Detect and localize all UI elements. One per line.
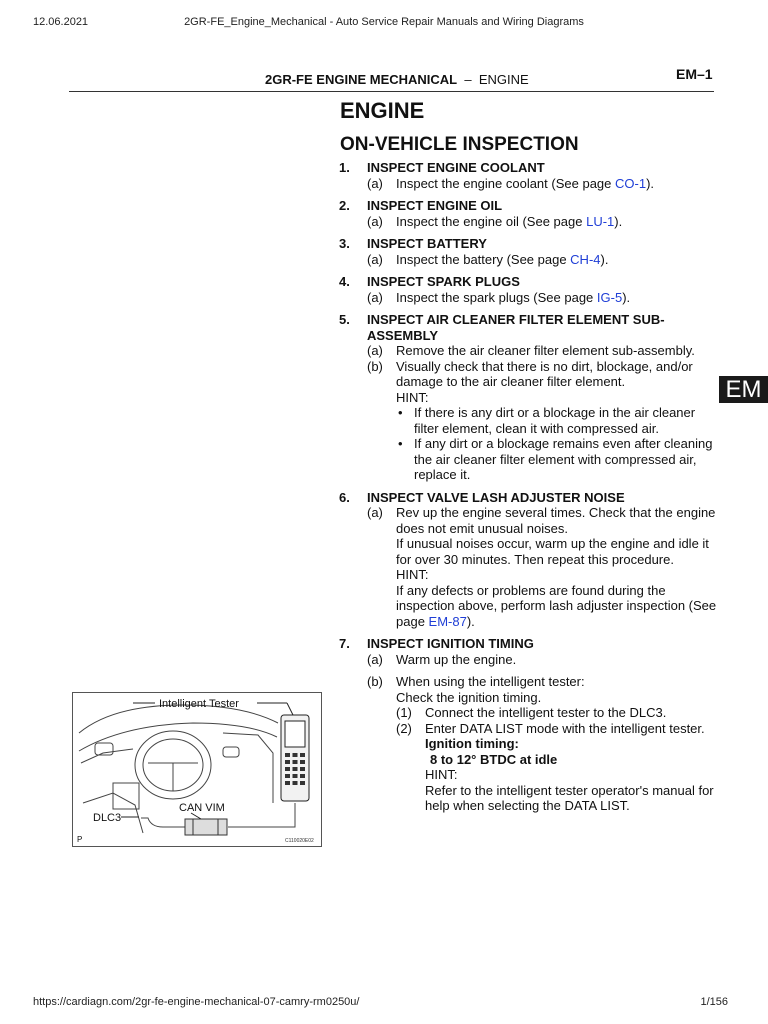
label-intelligent-tester: Intelligent Tester: [159, 698, 239, 710]
step-title: INSPECT VALVE LASH ADJUSTER NOISE: [367, 489, 625, 505]
step-4: [339, 274, 719, 305]
label-dlc3: DLC3: [93, 812, 122, 824]
substep-number: (2): [396, 720, 412, 736]
label-p: P: [77, 835, 83, 844]
spec-label: Ignition timing:: [425, 736, 519, 751]
page-link-lu1[interactable]: LU-1: [586, 213, 615, 229]
sub-text-end: ).: [614, 213, 623, 229]
sub-text-end: ).: [646, 175, 655, 191]
sub-letter: (a): [367, 289, 383, 305]
sub-text: Visually check that there is no dirt, blockage, and/or damage to the air cleaner filter element.: [396, 358, 693, 389]
sub-text: When using the intelligent tester:: [396, 674, 585, 689]
page-code: EM–1: [676, 66, 713, 82]
step-5: [339, 312, 719, 483]
page-link-co1[interactable]: CO-1: [615, 175, 647, 191]
hint-bullet: If there is any dirt or a blockage in the air cleaner filter element, clean it with compressed air.: [414, 405, 696, 436]
hint-text: If any defects or problems are found during the inspection above, perform lash adjuster inspection (See page: [396, 582, 717, 629]
tester-leader: [287, 703, 293, 715]
step-title: INSPECT AIR CLEANER FILTER ELEMENT SUB-ASSEMBLY: [367, 312, 665, 343]
bullet-mark: •: [398, 405, 403, 420]
hint-label: HINT:: [425, 767, 458, 782]
print-page-number: 1/156: [700, 996, 728, 1008]
step-1: [339, 160, 719, 191]
step-number: 3.: [339, 236, 350, 251]
dash-right-line: [223, 733, 273, 803]
step-number: 4.: [339, 274, 350, 289]
section-separator: –: [464, 72, 472, 87]
hint-label: HINT:: [396, 389, 429, 405]
steering-spokes: [148, 763, 198, 791]
sub-text: Inspect the engine coolant (See page: [396, 175, 615, 191]
sub-letter: (a): [367, 343, 383, 358]
sub-letter: (b): [367, 674, 383, 689]
sub-text: Inspect the engine oil (See page: [396, 213, 587, 229]
hint-text-end: ).: [466, 613, 475, 629]
step-title: INSPECT SPARK PLUGS: [367, 274, 520, 289]
step-6: [339, 490, 719, 630]
print-date: 12.06.2021: [33, 16, 89, 28]
header-rule: [69, 91, 714, 92]
spec-value: 8 to 12° BTDC at idle: [430, 751, 558, 767]
print-url: https://cardiagn.com/2gr-fe-engine-mechanical-07-camry-rm0250u/: [33, 996, 360, 1008]
sub-letter: (a): [367, 213, 383, 229]
step-2: [339, 198, 719, 229]
page-link-ig5[interactable]: IG-5: [596, 289, 623, 305]
sub-letter: (b): [367, 358, 383, 374]
sub-letter: (a): [367, 175, 383, 191]
substep-number: (1): [396, 705, 412, 720]
substep-text: Connect the intelligent tester to the DLC3.: [425, 705, 667, 720]
section-tab: EM: [719, 376, 768, 403]
bullet-mark: •: [398, 436, 403, 451]
step-number: 2.: [339, 198, 350, 213]
steps-list: [339, 160, 719, 821]
step-3: [339, 236, 719, 267]
air-vent: [223, 747, 239, 757]
hint-text: Refer to the intelligent tester operator's manual for help when selecting the DATA LIST.: [425, 782, 714, 813]
figure-id: C110020E02: [285, 838, 314, 844]
sub-text-end: ).: [600, 251, 609, 267]
sub-letter: (a): [367, 505, 383, 520]
substep-text: Enter DATA LIST mode with the intelligent tester.: [425, 720, 705, 736]
check-text: Check the ignition timing.: [396, 689, 542, 705]
sub-text: Warm up the engine.: [396, 651, 517, 667]
sub-letter: (a): [367, 651, 383, 667]
paragraph: If unusual noises occur, warm up the engine and idle it for over 30 minutes. Then repeat this procedure.: [396, 536, 709, 567]
step-number: 6.: [339, 489, 350, 505]
step-title: INSPECT IGNITION TIMING: [367, 636, 534, 651]
section-subname: ENGINE: [478, 72, 529, 87]
dash-vent-line: [81, 749, 133, 763]
step-number: 7.: [339, 636, 350, 651]
tester-screen: [285, 721, 305, 747]
step-title: INSPECT ENGINE OIL: [367, 198, 503, 213]
sub-letter: (a): [367, 251, 383, 267]
tester-cable: [228, 803, 295, 827]
sub-text: Remove the air cleaner filter element sub-assembly.: [396, 343, 695, 358]
hint-label: HINT:: [396, 567, 429, 582]
tester-connection-figure: [72, 692, 322, 847]
can-vim-box: [185, 819, 227, 835]
sub-text: Inspect the spark plugs (See page: [396, 289, 597, 305]
page-subtitle: ON-VEHICLE INSPECTION: [340, 134, 579, 155]
step-number: 1.: [339, 160, 350, 175]
page-link-em87[interactable]: EM-87: [428, 613, 467, 629]
sub-text: Inspect the battery (See page: [396, 251, 571, 267]
dashboard-illustration: [73, 693, 321, 846]
sub-text-end: ).: [622, 289, 631, 305]
step-title: INSPECT BATTERY: [367, 236, 487, 251]
hint-bullet: If any dirt or a blockage remains even after cleaning the air cleaner filter element with compressed air, replace it.: [414, 436, 713, 482]
dlc3-cable: [141, 818, 185, 827]
step-7: [339, 636, 719, 814]
page-link-ch4[interactable]: CH-4: [570, 251, 601, 267]
sub-text: Rev up the engine several times. Check that the engine does not emit unusual noises.: [396, 505, 716, 536]
print-title: 2GR-FE_Engine_Mechanical - Auto Service Repair Manuals and Wiring Diagrams: [184, 16, 584, 28]
dash-upper-line: [79, 723, 277, 751]
page-title: ENGINE: [340, 98, 425, 123]
label-can-vim: CAN VIM: [179, 802, 225, 814]
section-name: 2GR-FE ENGINE MECHANICAL: [265, 72, 458, 87]
step-number: 5.: [339, 312, 350, 327]
step-title: INSPECT ENGINE COOLANT: [367, 160, 545, 175]
